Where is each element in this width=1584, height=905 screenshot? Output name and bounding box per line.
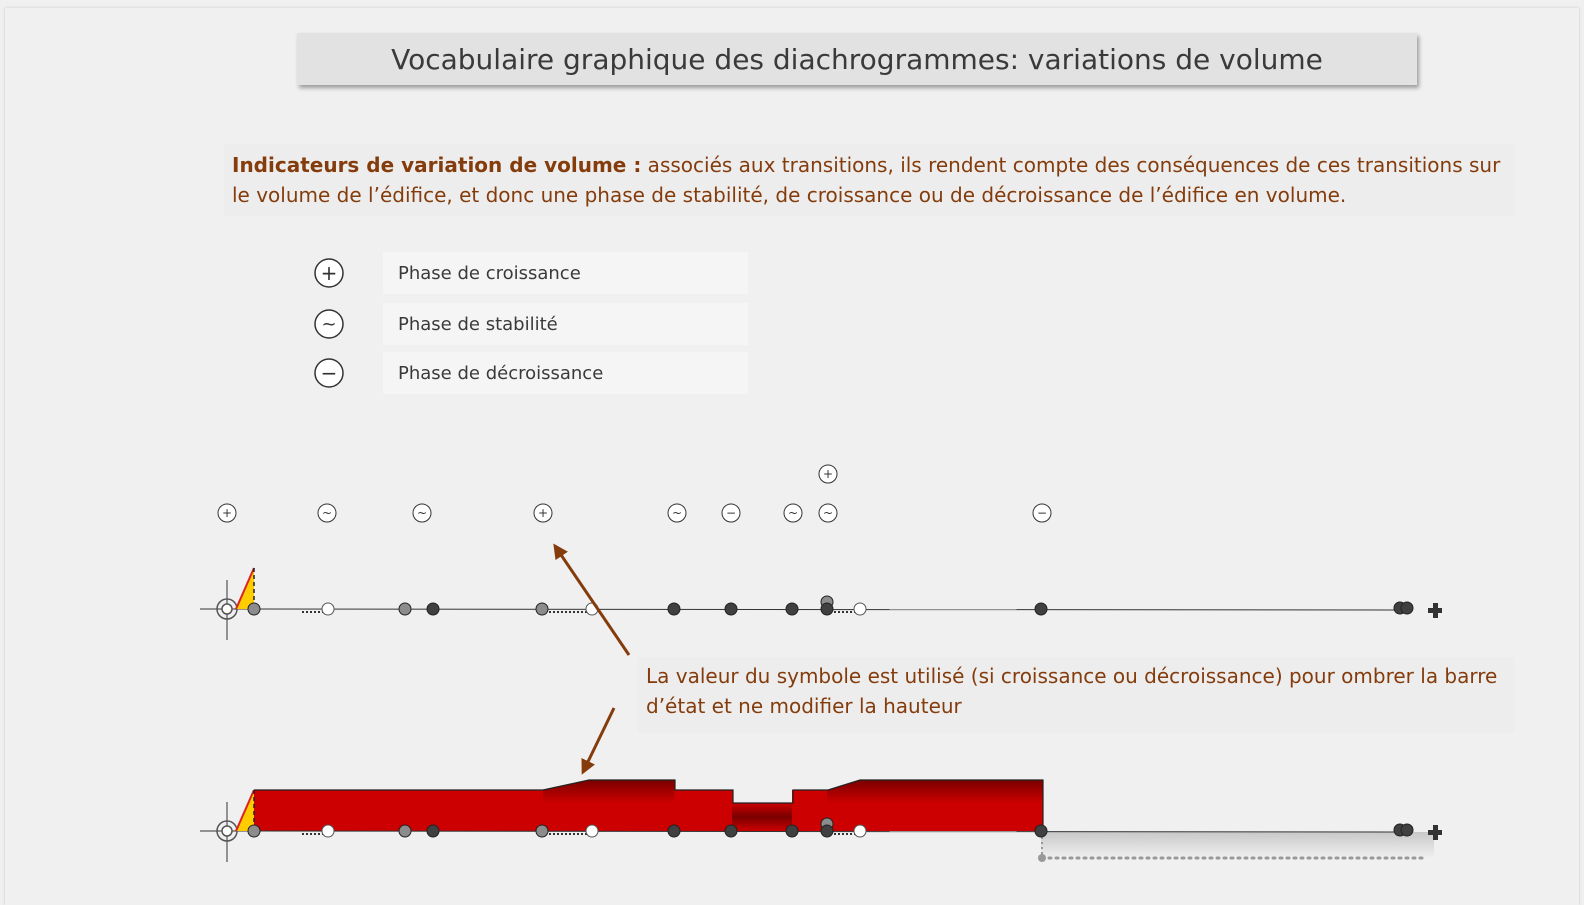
node <box>427 825 439 837</box>
node <box>854 825 866 837</box>
timeline-symbol-tilde-icon <box>668 504 686 522</box>
top-timeline <box>200 568 1442 640</box>
timeline-symbol-tilde-icon <box>413 504 431 522</box>
svg-text:−: − <box>725 506 737 520</box>
svg-text:+: + <box>822 467 834 481</box>
node <box>668 603 680 615</box>
node <box>248 825 260 837</box>
end-cross-icon <box>1428 603 1442 618</box>
node <box>399 603 411 615</box>
timeline-symbols <box>218 465 1051 522</box>
minus-circle-icon <box>315 359 343 387</box>
arrow-down-icon <box>583 708 614 772</box>
node <box>322 825 334 837</box>
node <box>322 603 334 615</box>
timeline-symbol-plus-icon <box>819 465 837 483</box>
node <box>1401 824 1413 836</box>
svg-text:−: − <box>320 361 338 385</box>
svg-text:~: ~ <box>787 506 799 520</box>
node <box>668 825 680 837</box>
node <box>248 603 260 615</box>
node <box>1035 603 1047 615</box>
timeline-symbol-tilde-icon <box>819 504 837 522</box>
node <box>821 603 833 615</box>
node <box>854 603 866 615</box>
legend-label-growth: Phase de croissance <box>383 252 748 294</box>
timeline-symbol-minus-icon <box>1033 504 1051 522</box>
node <box>427 603 439 615</box>
state-bar <box>254 780 1043 831</box>
node <box>821 825 833 837</box>
intro-bold-label: Indicateurs de variation de volume : <box>232 153 642 177</box>
node <box>536 603 548 615</box>
node <box>786 603 798 615</box>
svg-text:~: ~ <box>671 506 683 520</box>
ground-area <box>1041 832 1434 858</box>
plus-circle-icon <box>315 259 343 287</box>
node <box>1035 825 1047 837</box>
svg-text:~: ~ <box>416 506 428 520</box>
svg-text:+: + <box>320 261 338 285</box>
bottom-timeline <box>200 780 1442 862</box>
timeline-symbol-tilde-icon <box>784 504 802 522</box>
node <box>399 825 411 837</box>
svg-text:~: ~ <box>822 506 834 520</box>
legend-label-decline: Phase de décroissance <box>383 352 748 394</box>
node <box>1401 602 1413 614</box>
svg-text:+: + <box>537 506 549 520</box>
node <box>536 825 548 837</box>
annotation-note: La valeur du symbole est utilisé (si croissance ou décroissance) pour ombrer la barre d’état et ne modifier la hauteur <box>638 657 1514 733</box>
page-title: Vocabulaire graphique des diachrogrammes: variations de volume <box>297 33 1417 85</box>
timeline-symbol-minus-icon <box>722 504 740 522</box>
intro-text: associés aux transitions, ils rendent compte des conséquences de ces transitions sur le volume de l’édifice, et donc une phase de stabilité, de croissance ou de décroissance de l’édifice en volume. <box>232 153 1501 207</box>
arrow-up-icon <box>555 546 629 655</box>
legend-label-stability: Phase de stabilité <box>383 303 748 345</box>
node <box>725 825 737 837</box>
node <box>586 825 598 837</box>
timeline-symbol-tilde-icon <box>318 504 336 522</box>
timeline-symbol-plus-icon <box>218 504 236 522</box>
svg-text:−: − <box>1036 506 1048 520</box>
start-wedge <box>236 790 254 831</box>
legend-symbols <box>315 259 343 387</box>
svg-text:~: ~ <box>321 506 333 520</box>
svg-text:~: ~ <box>321 314 337 335</box>
annotation-arrows <box>555 546 629 772</box>
timeline-symbol-plus-icon <box>534 504 552 522</box>
node <box>786 825 798 837</box>
node <box>725 603 737 615</box>
tilde-circle-icon <box>315 310 343 338</box>
start-wedge <box>236 568 254 609</box>
svg-text:+: + <box>221 506 233 520</box>
